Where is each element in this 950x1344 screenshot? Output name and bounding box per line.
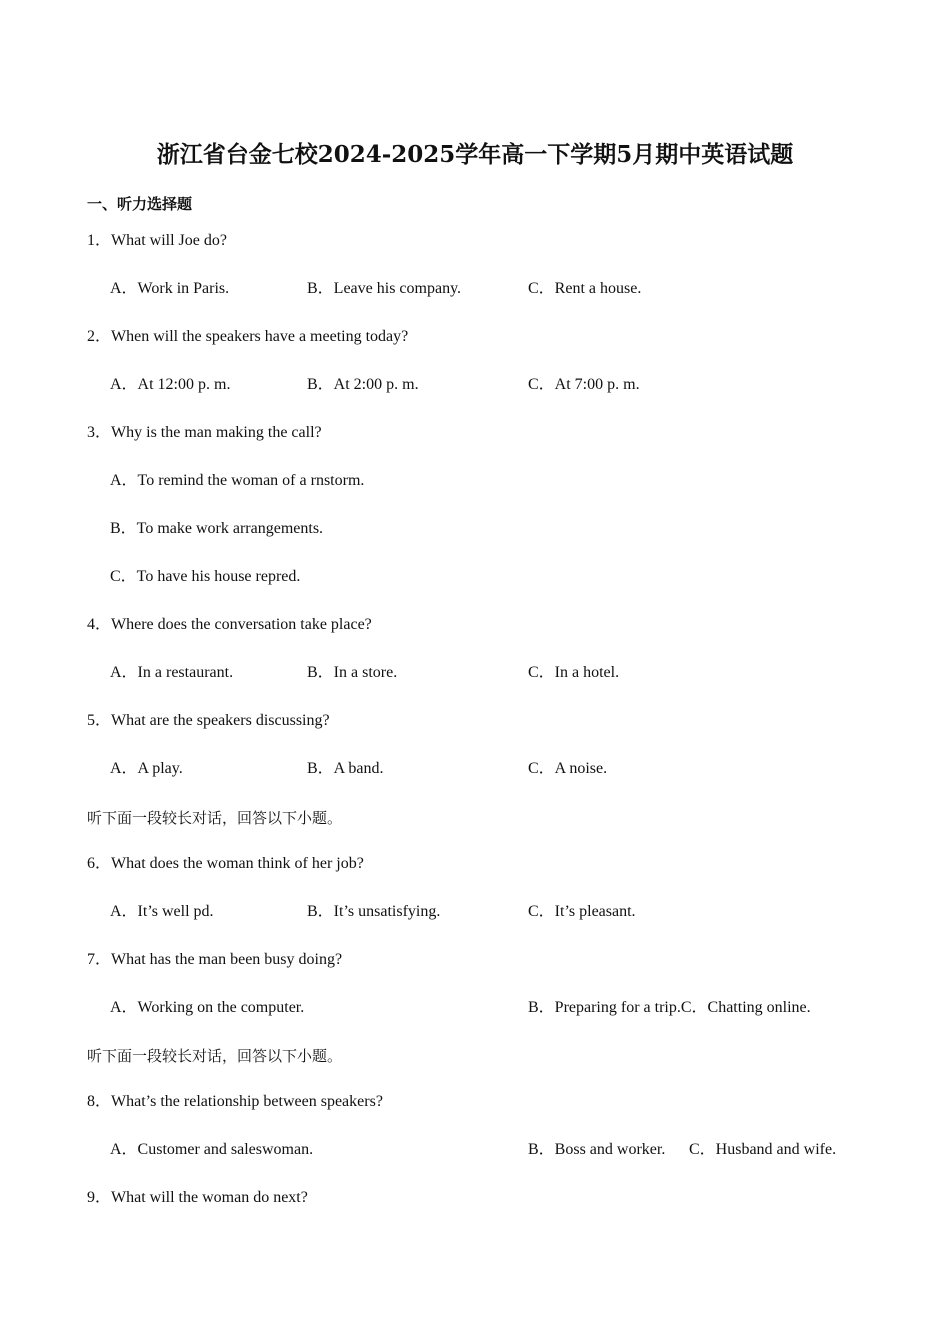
option-7b-7c <box>528 998 811 1018</box>
section-heading: 一、听力选择题 <box>87 195 193 213</box>
option-4b: B．In a store. <box>307 664 398 681</box>
listening-instruction: 听下面一段较长对话，回答以下小题。 <box>87 1047 343 1065</box>
question-3 <box>87 423 322 443</box>
question-text: What will the woman do next? <box>111 1189 308 1206</box>
question-8 <box>87 1092 383 1112</box>
option-5b: B．A band. <box>307 760 384 777</box>
question-number: 4． <box>87 616 112 633</box>
option-1a: A．Work in Paris. <box>110 280 230 297</box>
option-2c: C．At 7:00 p. m. <box>528 376 640 393</box>
option-6c: C．It’s pleasant. <box>528 903 636 920</box>
question-number: 3． <box>87 424 112 441</box>
question-4 <box>87 615 372 635</box>
option-3a: A．To remind the woman of a rnstorm. <box>110 472 365 489</box>
question-9 <box>87 1188 308 1208</box>
question-6 <box>87 854 364 874</box>
question-number: 9． <box>87 1189 112 1206</box>
question-number: 6． <box>87 855 112 872</box>
question-7 <box>87 950 342 970</box>
question-text: Where does the conversation take place? <box>111 616 372 633</box>
question-text: What are the speakers discussing? <box>111 712 330 729</box>
page-title: 浙江省台金七校2024-2025学年高一下学期5月期中英语试题 <box>156 141 794 168</box>
option-6a: A．It’s well pd. <box>110 903 214 920</box>
question-text: When will the speakers have a meeting today? <box>111 328 409 345</box>
option-2a: A．At 12:00 p. m. <box>110 376 231 393</box>
question-text: Why is the man making the call? <box>111 424 322 441</box>
question-number: 5． <box>87 712 112 729</box>
option-3b: B．To make work arrangements. <box>110 520 324 537</box>
question-text: What will Joe do? <box>111 232 227 249</box>
option-4a: A．In a restaurant. <box>110 664 234 681</box>
question-1 <box>87 231 227 251</box>
option-7b: B．Preparing for a trip. <box>528 999 681 1016</box>
option-4c: C．In a hotel. <box>528 664 620 681</box>
question-text: What does the woman think of her job? <box>111 855 364 872</box>
option-7a: A．Working on the computer. <box>110 999 305 1016</box>
question-number: 7． <box>87 951 112 968</box>
option-1b: B．Leave his company. <box>307 280 462 297</box>
option-8b: B．Boss and worker. <box>528 1141 666 1158</box>
option-7c: C．Chatting online. <box>680 999 811 1016</box>
option-3c: C．To have his house repred. <box>110 568 301 585</box>
option-5a: A．A play. <box>110 760 183 777</box>
option-8c: C．Husband and wife. <box>689 1141 837 1158</box>
option-1c: C．Rent a house. <box>528 280 642 297</box>
question-text: What’s the relationship between speakers? <box>111 1093 383 1110</box>
option-5c: C．A noise. <box>528 760 608 777</box>
question-2 <box>87 327 408 347</box>
option-8a: A．Customer and saleswoman. <box>110 1141 314 1158</box>
question-number: 2． <box>87 328 112 345</box>
question-number: 8． <box>87 1093 112 1110</box>
listening-instruction: 听下面一段较长对话，回答以下小题。 <box>87 809 343 827</box>
question-number: 1． <box>87 232 112 249</box>
question-5 <box>87 711 330 731</box>
option-2b: B．At 2:00 p. m. <box>307 376 419 393</box>
option-6b: B．It’s unsatisfying. <box>307 903 441 920</box>
question-text: What has the man been busy doing? <box>111 951 343 968</box>
